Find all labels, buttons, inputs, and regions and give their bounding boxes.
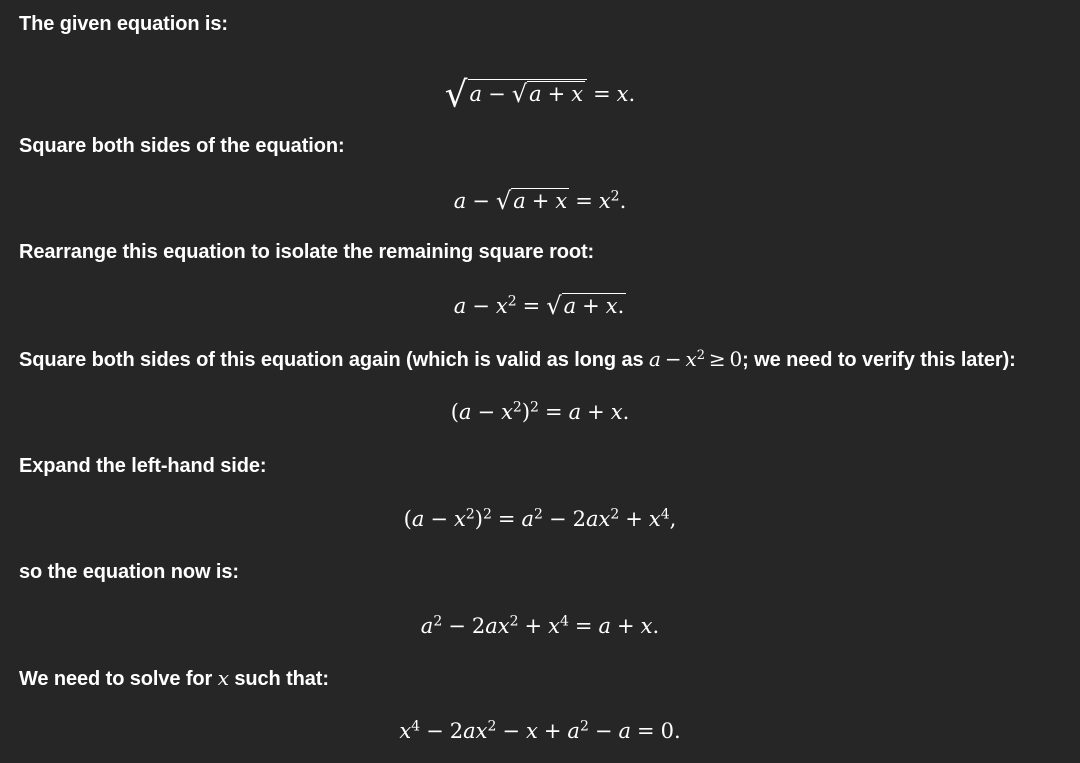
equation-5: $(a - x^2)^2 = a^2 - 2ax^2 + x^4$,	[403, 506, 677, 531]
step-text-7-prefix: We need to solve for	[19, 668, 213, 690]
equation-3: $a - x^2 = √a + x$.	[453, 291, 625, 320]
equation-1: √a − √a + x = x.	[444, 74, 636, 116]
equation-6: $a^2 - 2ax^2 + x^4 = a + x$.	[420, 613, 660, 638]
step-text-3: Rearrange this equation to isolate the remaining square root:	[19, 241, 595, 263]
step-text-2: Square both sides of the equation:	[19, 135, 345, 157]
step-text-4-suffix: ; we need to verify this later):	[742, 349, 1016, 371]
step-text-5: Expand the left-hand side:	[19, 455, 267, 477]
step-text-6: so the equation now is:	[19, 561, 239, 583]
equation-4: $(a - x^2)^2 = a + x$.	[450, 399, 630, 424]
step-text-7-suffix: such that:	[234, 668, 329, 690]
equation-7: $x^4 - 2ax^2 - x + a^2 - a = 0$.	[399, 718, 681, 743]
equation-2: $a - √a + x = x^2$.	[453, 186, 627, 215]
variable-x-inline: x	[217, 666, 229, 690]
step-text-4-prefix: Square both sides of this equation again (which is valid as long as	[19, 349, 644, 371]
step-text-1: The given equation is:	[19, 13, 228, 35]
step-text-7	[19, 666, 329, 691]
condition-inline-math: $a - x^2 \ge 0$	[649, 347, 743, 371]
step-text-4	[19, 347, 1016, 372]
